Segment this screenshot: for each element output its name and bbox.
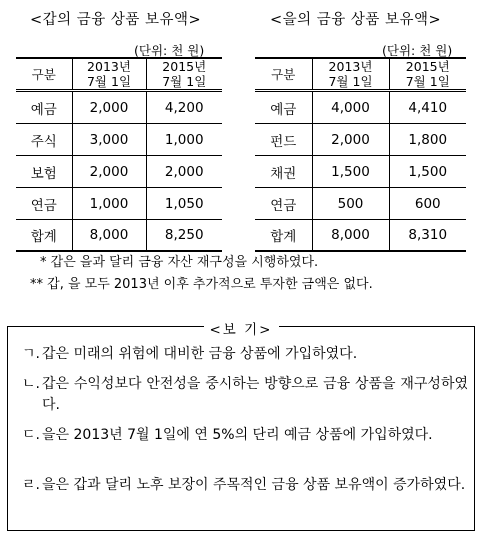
header-year: 2015년 7월 1일: [405, 59, 450, 89]
category-cell: 보험: [16, 156, 72, 188]
right-holdings-table: [255, 57, 466, 252]
bogi-item-label: ㄴ.: [22, 376, 40, 392]
total-label-cell: 합계: [16, 220, 72, 252]
value-cell: 600: [389, 188, 466, 220]
table-row: [255, 156, 466, 188]
value-cell: 3,000: [72, 124, 146, 156]
category-cell: 펀드: [255, 124, 312, 156]
value-cell: 1,500: [389, 156, 466, 188]
header-cell: [146, 58, 222, 91]
bogi-item-2: [22, 374, 468, 416]
total-value-cell: 8,310: [389, 220, 466, 252]
table-header-row: [255, 58, 466, 91]
category-cell: 예금: [255, 91, 312, 124]
bogi-item-text: 갑은 수익성보다 안전성을 중시하는 방향으로 금융 상품을 재구성하였다.: [42, 376, 468, 413]
value-cell: 1,500: [312, 156, 389, 188]
value-cell: 1,000: [146, 124, 222, 156]
value-cell: 4,410: [389, 91, 466, 124]
bogi-item-text: 갑은 미래의 위험에 대비한 금융 상품에 가입하였다.: [42, 346, 358, 362]
category-cell: 주식: [16, 124, 72, 156]
category-cell: 연금: [255, 188, 312, 220]
header-cell: [72, 58, 146, 91]
bogi-item-label: ㄹ.: [22, 477, 40, 493]
header-cell: [389, 58, 466, 91]
header-cell: 구분: [16, 58, 72, 91]
bogi-item-text: 을은 갑과 달리 노후 보장이 주목적인 금융 상품 보유액이 증가하였다.: [42, 477, 466, 493]
total-label-cell: 합계: [255, 220, 312, 252]
value-cell: 4,000: [312, 91, 389, 124]
table-row: [255, 91, 466, 124]
category-cell: 연금: [16, 188, 72, 220]
bogi-box: [7, 322, 475, 531]
table-row: [16, 124, 222, 156]
bogi-item-label: ㄱ.: [22, 346, 40, 362]
value-cell: 1,800: [389, 124, 466, 156]
value-cell: 2,000: [146, 156, 222, 188]
total-value-cell: 8,250: [146, 220, 222, 252]
bogi-title-wrap: [8, 318, 474, 338]
table-row: [255, 188, 466, 220]
header-year: 2013년 7월 1일: [86, 59, 132, 89]
category-cell: 채권: [255, 156, 312, 188]
right-table-title: <을의 금융 상품 보유액>: [270, 12, 442, 28]
header-year: 2013년 7월 1일: [328, 59, 373, 89]
total-value-cell: 8,000: [312, 220, 389, 252]
value-cell: 2,000: [312, 124, 389, 156]
table-row: [255, 124, 466, 156]
value-cell: 500: [312, 188, 389, 220]
bogi-item-label: ㄷ.: [22, 427, 40, 443]
value-cell: 1,000: [72, 188, 146, 220]
category-cell: 예금: [16, 91, 72, 124]
value-cell: 2,000: [72, 91, 146, 124]
table-total-row: [16, 220, 222, 252]
header-year: 2015년 7월 1일: [162, 59, 207, 89]
bogi-title: <보 기>: [204, 322, 279, 338]
header-cell: 구분: [255, 58, 312, 91]
table-total-row: [255, 220, 466, 252]
table-header-row: [16, 58, 222, 91]
bogi-item-4: [22, 475, 468, 496]
table-row: [16, 91, 222, 124]
value-cell: 2,000: [72, 156, 146, 188]
bogi-item-1: [22, 344, 468, 365]
footnote-1: * 갑은 을과 달리 금융 자산 재구성을 시행하였다.: [40, 255, 319, 270]
left-unit-label: (단위: 천 원): [134, 43, 205, 58]
footnote-2: ** 갑, 을 모두 2013년 이후 추가적으로 투자한 금액은 없다.: [30, 277, 373, 292]
bogi-item-text: 을은 2013년 7월 1일에 연 5%의 단리 예금 상품에 가입하였다.: [42, 427, 433, 443]
value-cell: 1,050: [146, 188, 222, 220]
table-row: [16, 156, 222, 188]
right-unit-label: (단위: 천 원): [382, 43, 453, 58]
bogi-item-3: [22, 425, 468, 446]
header-cell: [312, 58, 389, 91]
left-table-title: <갑의 금융 상품 보유액>: [30, 12, 202, 28]
value-cell: 4,200: [146, 91, 222, 124]
left-holdings-table: [16, 57, 222, 252]
table-row: [16, 188, 222, 220]
total-value-cell: 8,000: [72, 220, 146, 252]
